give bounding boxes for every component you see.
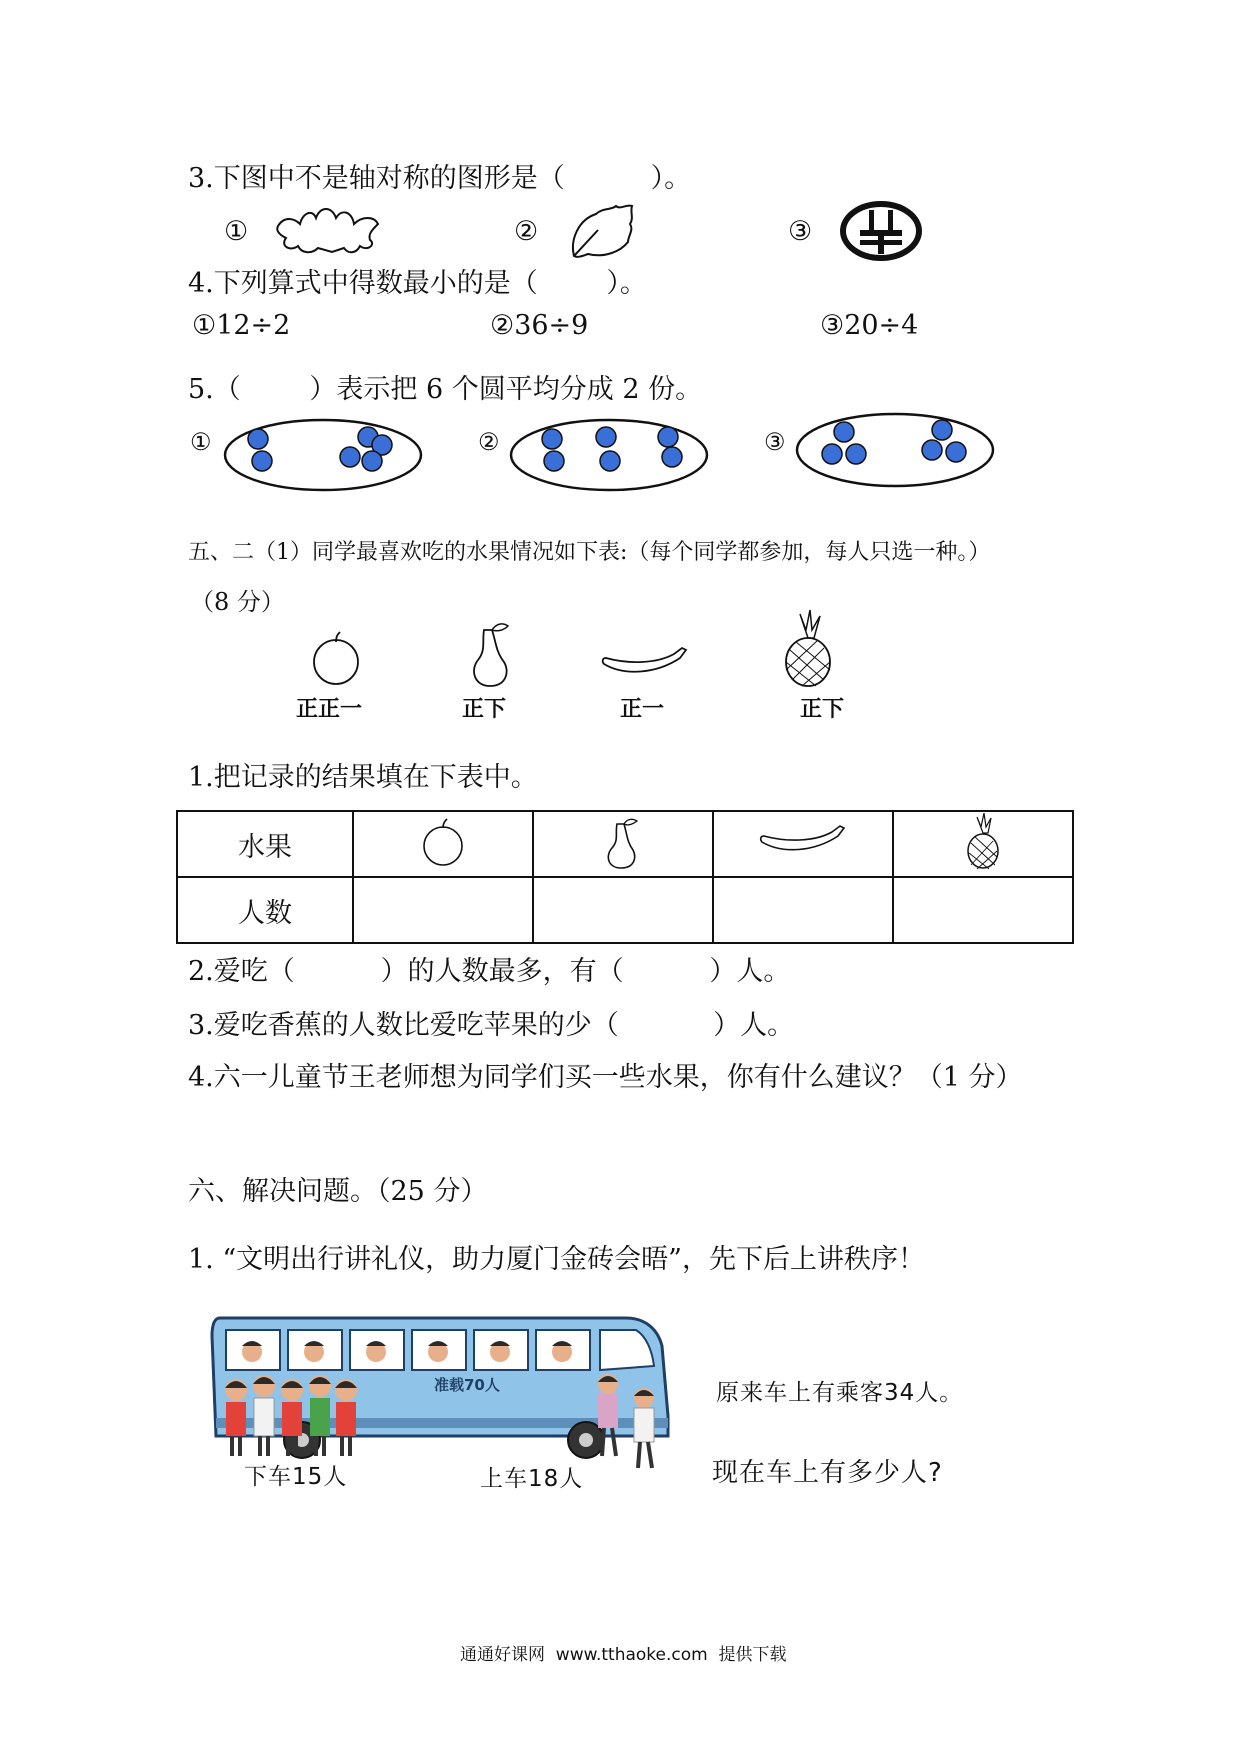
q4-option-1: ①12÷2: [192, 310, 291, 341]
pineapple-icon: [772, 608, 844, 690]
q5-option-3: ③: [764, 428, 786, 456]
apple-icon: [415, 816, 471, 868]
q4-option-2: ②36÷9: [490, 310, 589, 341]
section6-q1: 1. “文明出行讲礼仪，助力厦门金砖会晤”，先下后上讲秩序！: [188, 1244, 925, 1275]
circles-group-2-icon: [506, 415, 712, 495]
circles-group-3-icon: [792, 408, 998, 490]
q3-option-2: ②: [514, 216, 539, 247]
section6-title: 六、解决问题。（25 分）: [188, 1176, 488, 1207]
pear-icon: [595, 814, 651, 870]
tally-pear: 正下: [462, 697, 507, 722]
table-input-apple[interactable]: [353, 877, 533, 943]
section5-q4: 4.六一儿童节王老师想为同学们买一些水果，你有什么建议？（1 分）: [188, 1062, 1023, 1093]
table-row: [177, 811, 1073, 877]
fruit-table: [176, 810, 1074, 944]
leaf-shape-2-icon: [568, 200, 640, 262]
table-input-banana[interactable]: [713, 877, 893, 943]
banana-icon: [758, 822, 848, 862]
table-header-fruit: 水果: [177, 811, 353, 877]
table-cell-apple: [353, 811, 533, 877]
on-label: 上车18人: [480, 1466, 584, 1492]
bus-sign: 准载70人: [434, 1376, 500, 1394]
table-input-pineapple[interactable]: [893, 877, 1073, 943]
pear-icon: [460, 616, 522, 688]
bank-logo-icon: [838, 200, 924, 262]
q4-option-3: ③20÷4: [820, 310, 919, 341]
tally-banana: 正一: [620, 697, 665, 722]
table-input-pear[interactable]: [533, 877, 713, 943]
original-passengers: 原来车上有乘客34人。: [716, 1380, 964, 1406]
q3-option-1: ①: [224, 216, 249, 247]
off-label: 下车15人: [244, 1464, 348, 1490]
section5-title: 五、二（1）同学最喜欢吃的水果情况如下表:（每个同学都参加，每人只选一种。）: [188, 540, 991, 565]
q3-option-3: ③: [788, 216, 813, 247]
footer-text: 通通好课网 www.tthaoke.com 提供下载: [460, 1645, 787, 1665]
q4-text: 4.下列算式中得数最小的是（ ）。: [188, 268, 647, 299]
table-cell-pineapple: [893, 811, 1073, 877]
circles-group-1-icon: [220, 415, 426, 495]
tally-pineapple: 正下: [800, 697, 845, 722]
table-cell-pear: [533, 811, 713, 877]
section5-q3: 3.爱吃香蕉的人数比爱吃苹果的少（ ）人。: [188, 1010, 795, 1041]
pineapple-icon: [955, 813, 1011, 871]
q3-text: 3.下图中不是轴对称的图形是（ ）。: [188, 163, 692, 194]
q5-option-2: ②: [478, 428, 500, 456]
section5-score: （8 分）: [190, 588, 285, 616]
section5-q2: 2.爱吃（ ）的人数最多，有（ ）人。: [188, 956, 791, 987]
section5-q1: 1.把记录的结果填在下表中。: [188, 762, 538, 793]
banana-icon: [600, 640, 690, 686]
q5-option-1: ①: [190, 428, 212, 456]
bus-question: 现在车上有多少人?: [712, 1458, 943, 1488]
kids-group-icon: [220, 1375, 360, 1456]
apple-icon: [306, 630, 366, 686]
table-header-count: 人数: [177, 877, 353, 943]
table-cell-banana: [713, 811, 893, 877]
q5-text: 5.（ ）表示把 6 个圆平均分成 2 份。: [188, 374, 703, 405]
leaf-shape-1-icon: [272, 204, 384, 258]
table-row: [177, 877, 1073, 943]
tally-apple: 正正一: [296, 697, 363, 722]
